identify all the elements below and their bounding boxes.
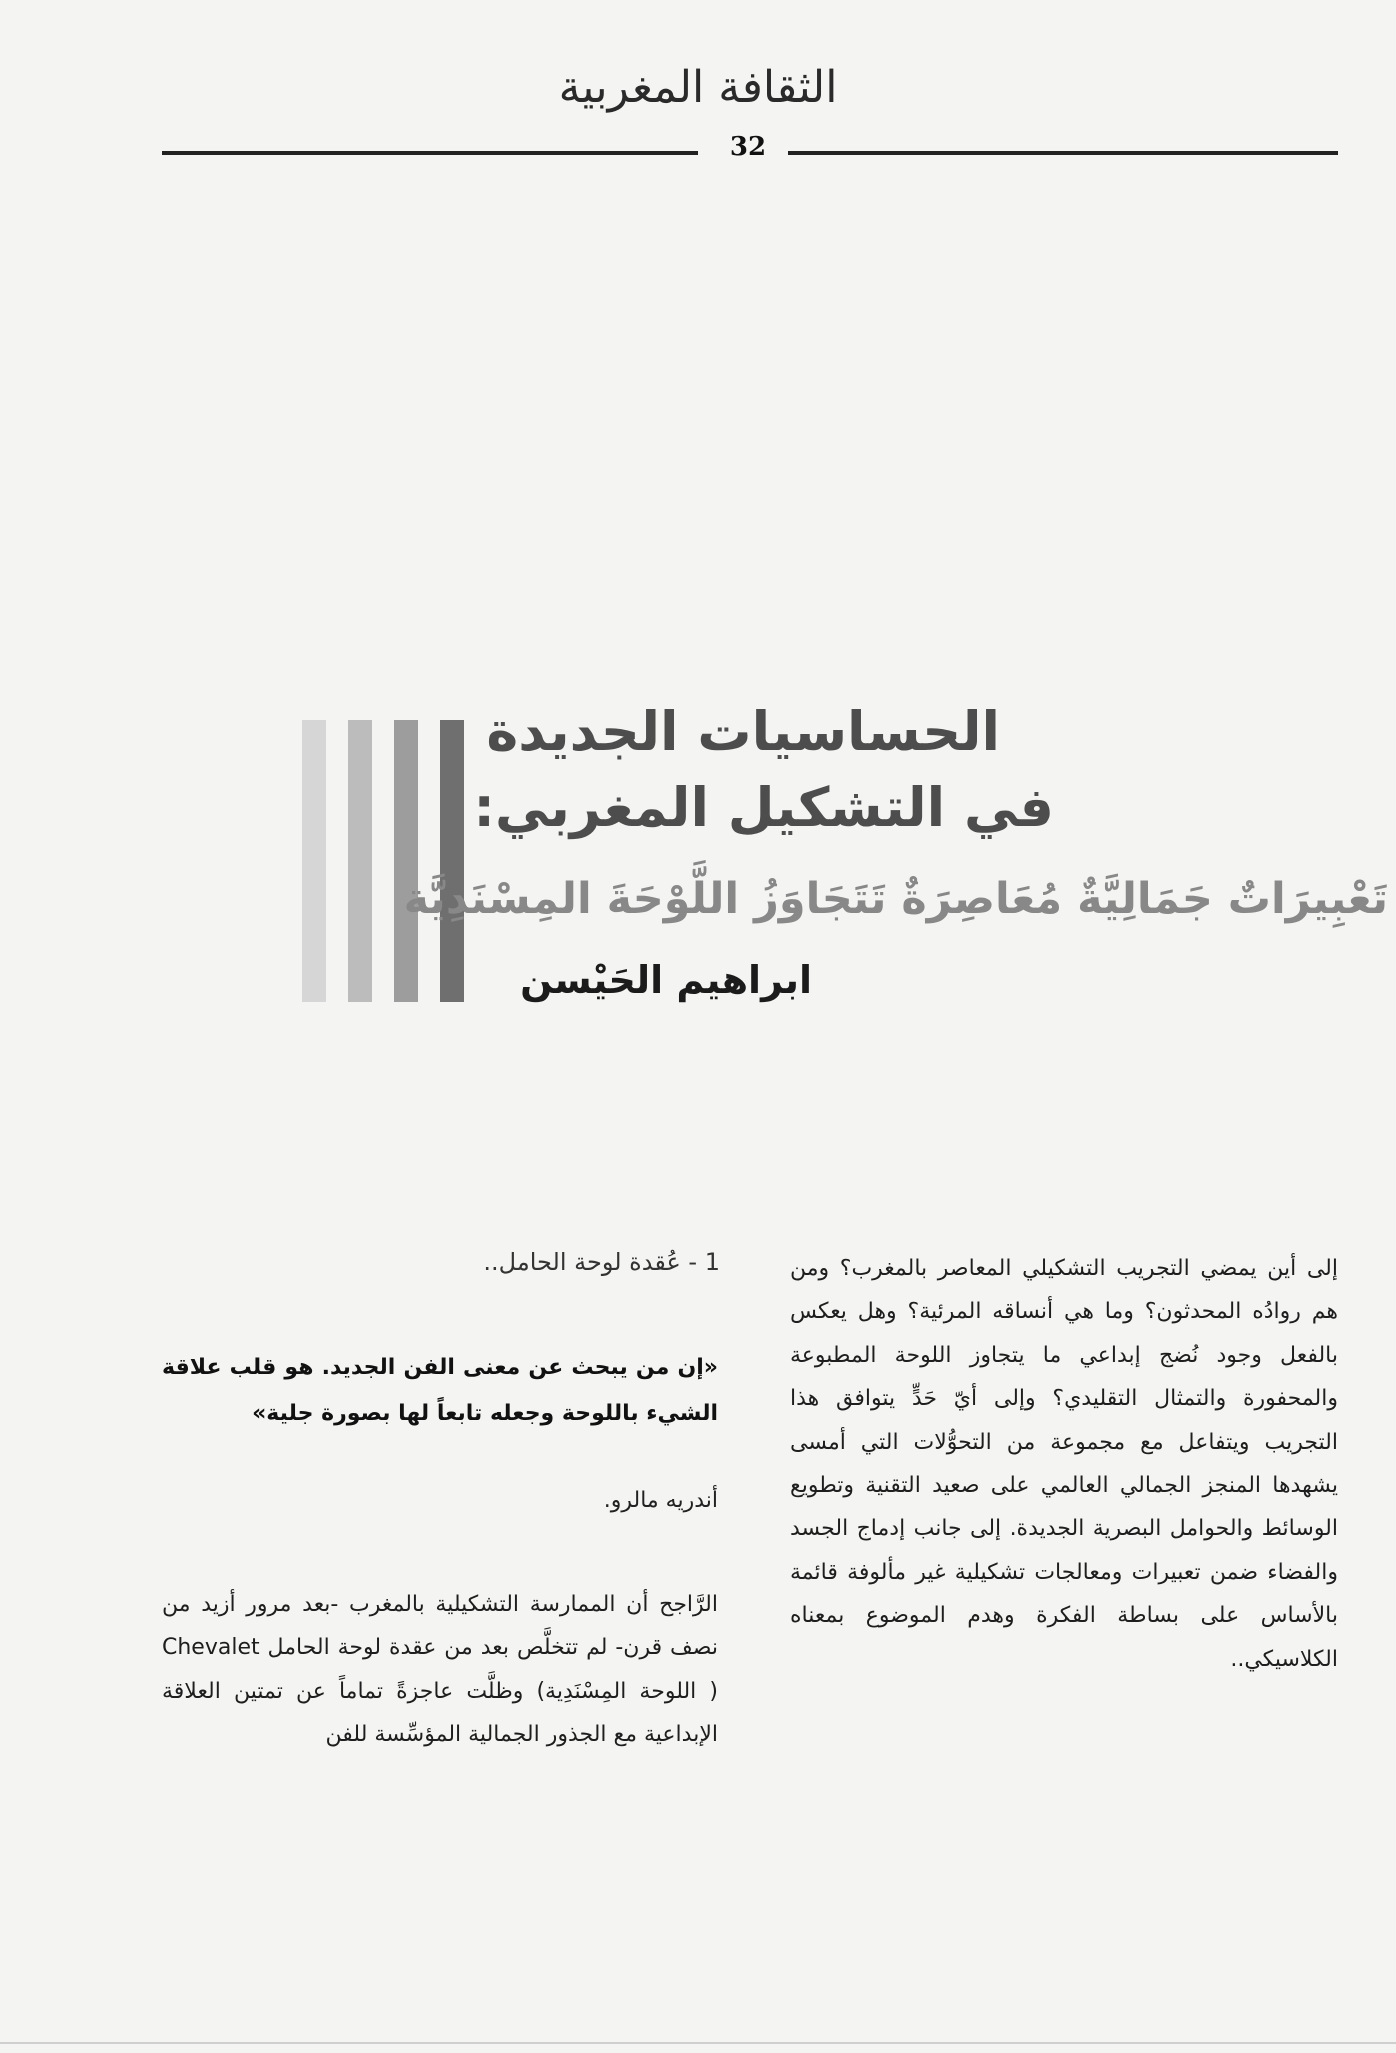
article-title-line1: الحساسيات الجديدة (486, 700, 1000, 763)
article-author: ابراهيم الحَيْسن (520, 958, 812, 1002)
header-rule-right (788, 151, 1338, 155)
section1-body-column (162, 1583, 718, 1757)
epigraph-quote: «إن من يبحث عن معنى الفن الجديد. هو قلب علاقة الشيء باللوحة وجعله تابعاً لها بصورة جلية» (162, 1355, 718, 1426)
page-bottom-rule (0, 2042, 1396, 2044)
decorative-bar-dark (440, 720, 464, 1002)
decorative-bar-light (348, 720, 372, 1002)
intro-paragraph: إلى أين يمضي التجريب التشكيلي المعاصر بالمغرب؟ ومن هم روادُه المحدثون؟ وما هي أنساقه المرئية؟ وهل يعكس بالفعل وجود نُضج إبداعي ما يتجاوز اللوحة المطبوعة والمحفورة والتمثال التقليدي؟ وإلى أيّ حَدٍّ يتوافق هذا التجريب ويتفاعل مع مجموعة من التحوُّلات التي أمسى يشهدها المنجز الجمالي العالمي على صعيد التقنية وتطويع الوسائط والحوامل البصرية الجديدة. إلى جانب إدماج الجسد والفضاء ضمن تعبيرات ومعالجات تشكيلية غير مألوفة قائمة بالأساس على بساطة الفكرة وهدم الموضوع بمعناه الكلاسيكي.. (790, 1256, 1338, 1672)
section1-paragraph: الرَّاجح أن الممارسة التشكيلية بالمغرب -بعد مرور أزيد من نصف قرن- لم تتخلَّص بعد من عقدة لوحة الحامل Chevalet ( اللوحة المِسْنَدِية) وظلَّت عاجزةً تماماً عن تمتين العلاقة الإبداعية مع الجذور الجمالية المؤسِّسة للفن (162, 1592, 718, 1748)
article-subtitle: تَعْبِيرَاتٌ جَمَالِيَّةٌ مُعَاصِرَةٌ تَتَجَاوَزُ اللَّوْحَةَ المِسْنَدِيَّة (403, 874, 1388, 924)
epigraph-author: أندريه مالرو. (603, 1488, 718, 1513)
page-number: 32 (729, 132, 767, 162)
header-rule-left (162, 151, 698, 155)
article-title-line2: في التشكيل المغربي: (473, 776, 1054, 839)
decorative-bar-medium (394, 720, 418, 1002)
section1-heading: 1 - عُقدة لوحة الحامل.. (483, 1248, 720, 1276)
intro-column (790, 1247, 1338, 1681)
running-header-title: الثقافة المغربية (558, 62, 838, 113)
decorative-bar-lightest (302, 720, 326, 1002)
